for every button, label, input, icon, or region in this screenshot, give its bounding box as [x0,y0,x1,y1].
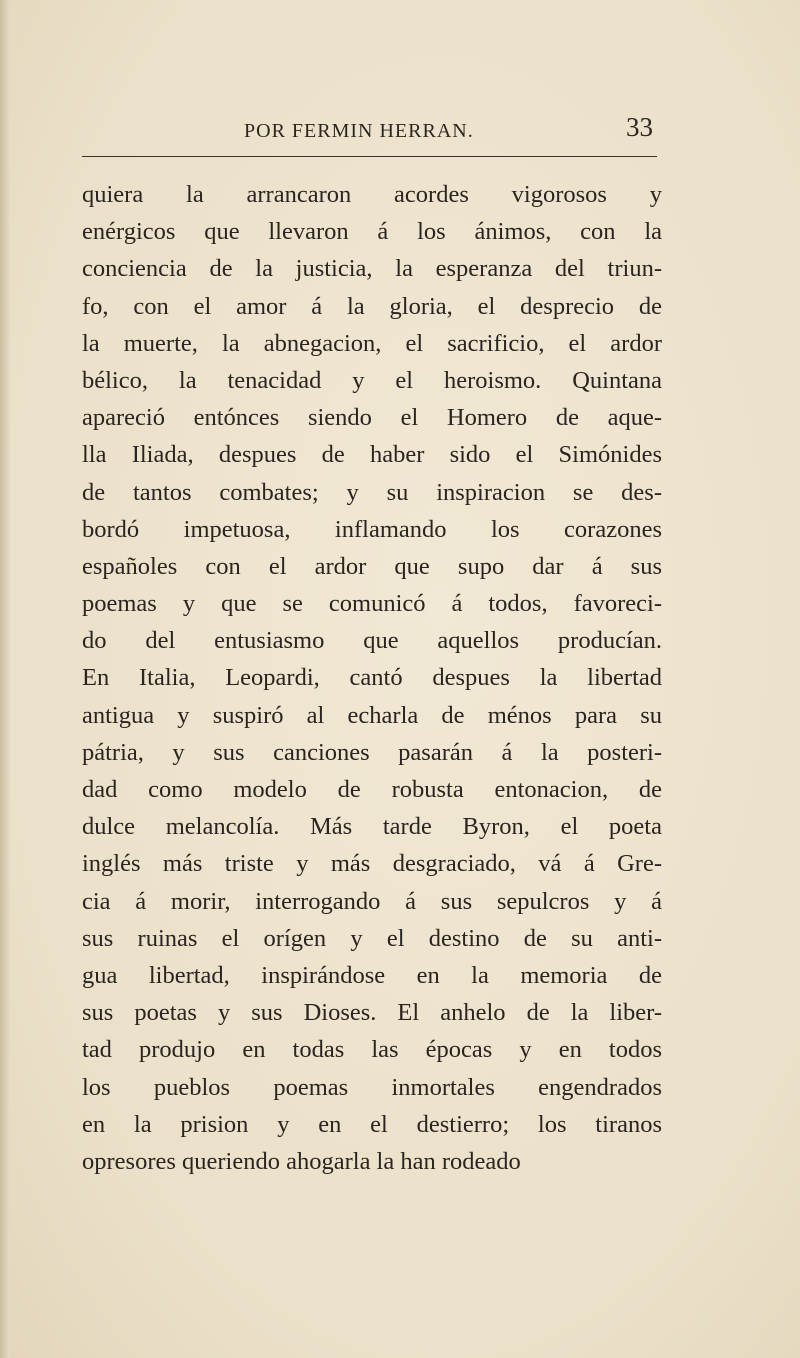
text-line: la muerte, la abnegacion, el sacrificio, el ardor [82,329,662,357]
text-line: sus poetas y sus Dioses. El anhelo de la liber- [82,999,662,1027]
running-head: POR FERMIN HERRAN. [244,120,474,142]
text-line: opresores queriendo ahogarla la han rodeado [82,1147,521,1175]
text-line: En Italia, Leopardi, cantó despues la libertad [82,664,662,692]
text-line: inglés más triste y más desgraciado, vá á Gre- [82,850,662,878]
text-line: en la prision y en el destierro; los tiranos [82,1110,662,1138]
text-line: de tantos combates; y su inspiracion se des- [82,478,662,506]
text-line: antigua y suspiró al echarla de ménos para su [82,701,662,729]
text-line: pátria, y sus canciones pasarán á la posteri- [82,738,662,766]
text-line: enérgicos que llevaron á los ánimos, con la [82,218,662,246]
text-line: gua libertad, inspirándose en la memoria de [82,961,662,989]
header-rule [82,156,657,157]
text-line: lla Iliada, despues de haber sido el Simónides [82,441,662,469]
text-line: los pueblos poemas inmortales engendrados [82,1073,662,1101]
text-line: sus ruinas el orígen y el destino de su anti- [82,924,662,952]
text-line: quiera la arrancaron acordes vigorosos y [82,181,662,208]
text-line: bélico, la tenacidad y el heroismo. Quintana [82,366,662,394]
text-line: tad produjo en todas las épocas y en todos [82,1036,662,1064]
page-number: 33 [626,112,653,142]
page-binding-edge [0,0,10,1358]
text-line: fo, con el amor á la gloria, el desprecio de [82,292,662,320]
text-line: dulce melancolía. Más tarde Byron, el poeta [82,813,662,841]
text-line: do del entusiasmo que aquellos producían. [82,627,662,655]
text-line: españoles con el ardor que supo dar á sus [82,552,662,580]
text-line: bordó impetuosa, inflamando los corazones [82,515,662,543]
text-line: dad como modelo de robusta entonacion, de [82,776,662,803]
text-line: poemas y que se comunicó á todos, favoreci- [82,590,662,618]
body-text [82,176,662,1180]
text-line: apareció entónces siendo el Homero de aque- [82,404,662,432]
text-line: cia á morir, interrogando á sus sepulcros y á [82,887,662,915]
page-header [82,110,657,150]
text-line: conciencia de la justicia, la esperanza del triun- [82,255,662,283]
